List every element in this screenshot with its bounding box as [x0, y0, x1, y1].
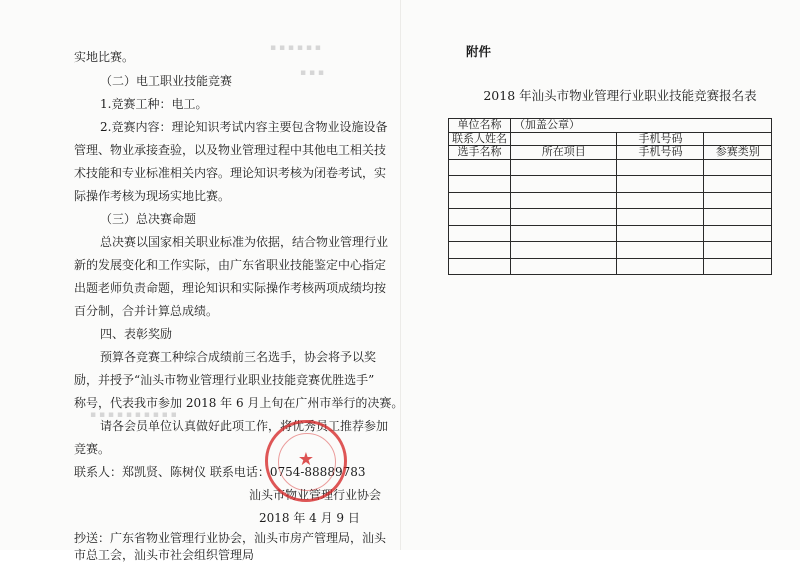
attachment-label: 附件: [466, 44, 492, 59]
section-heading: （三）总决赛命题: [100, 212, 197, 226]
body-line: 竞赛。: [74, 442, 111, 456]
table-row: [449, 192, 772, 209]
body-line: 励，并授予“汕头市物业管理行业职业技能竞赛优胜选手”: [74, 373, 375, 387]
table-cell: [511, 192, 617, 209]
table-row: [449, 209, 772, 226]
seal-star-icon: ★: [297, 449, 315, 470]
bleed-through-mark: ▪ ▪ ▪: [300, 68, 325, 78]
official-seal-stamp: [265, 420, 347, 502]
table-cell: [617, 225, 704, 242]
contact-phone-label: 手机号码: [617, 132, 704, 146]
body-line: 出题老师负责命题，理论知识和实际操作考核两项成绩均按: [74, 281, 387, 295]
table-cell: [617, 176, 704, 193]
body-line: 实地比赛。: [74, 50, 135, 64]
body-line: 称号，代表我市参加 2018 年 6 月上旬在广州市举行的决赛。: [74, 396, 404, 410]
right-page: [410, 0, 800, 550]
section-heading: （二）电工职业技能竞赛: [100, 74, 233, 88]
contact-phone-cell: [704, 132, 772, 146]
page-fold: [400, 0, 401, 550]
body-line: 管理、物业承接查验，以及物业管理过程中其他电工相关技: [74, 143, 387, 157]
unit-name-label: 单位名称: [449, 119, 511, 133]
table-cell: [449, 192, 511, 209]
bleed-through-mark: ▪ ▪ ▪ ▪ ▪ ▪: [270, 43, 321, 53]
contact-name-cell: [511, 132, 617, 146]
table-row: [449, 176, 772, 193]
table-cell: [704, 258, 772, 275]
table-cell: [617, 159, 704, 176]
contact-line: 联系人：郑凯贤、陈树仪 联系电话：0754-88889783: [74, 465, 366, 479]
section-heading: 四、表彰奖励: [100, 327, 173, 341]
phone-header: 手机号码: [617, 146, 704, 160]
table-cell: [511, 225, 617, 242]
issuer-signature: 汕头市物业管理行业协会: [249, 488, 382, 502]
table-row: [449, 242, 772, 259]
cc-line: 抄送：广东省物业管理行业协会，汕头市房产管理局，汕头: [74, 531, 387, 545]
body-line: 术技能和专业标准相关内容。理论知识考核为闭卷考试，实: [74, 166, 387, 180]
table-cell: [511, 242, 617, 259]
table-cell: [617, 192, 704, 209]
unit-name-value: （加盖公章）: [511, 119, 772, 133]
body-line: 请各会员单位认真做好此项工作，将优秀员工推荐参加: [100, 419, 389, 433]
table-cell: [617, 242, 704, 259]
contestant-name-header: 选手名称: [449, 146, 511, 160]
body-line: 1.竞赛工种：电工。: [100, 97, 208, 111]
table-cell: [449, 159, 511, 176]
table-cell: [704, 192, 772, 209]
cc-line: 市总工会，汕头市社会组织管理局: [74, 548, 255, 562]
table-cell: [704, 225, 772, 242]
body-line: 2.竞赛内容：理论知识考试内容主要包含物业设施设备: [100, 120, 388, 134]
table-cell: [617, 209, 704, 226]
table-cell: [449, 225, 511, 242]
body-line: 百分制，合并计算总成绩。: [74, 304, 219, 318]
table-cell: [704, 176, 772, 193]
table-row: [449, 225, 772, 242]
project-header: 所在项目: [511, 146, 617, 160]
table-cell: [511, 159, 617, 176]
table-cell: [449, 258, 511, 275]
table-cell: [511, 209, 617, 226]
body-line: 新的发展变化和工作实际，由广东省职业技能鉴定中心指定: [74, 258, 387, 272]
table-cell: [511, 176, 617, 193]
table-cell: [511, 258, 617, 275]
contact-name-label: 联系人姓名: [449, 132, 511, 146]
table-cell: [617, 258, 704, 275]
body-line: 际操作考核为现场实地比赛。: [74, 189, 231, 203]
table-header-row: [449, 146, 772, 160]
issue-date: 2018 年 4 月 9 日: [259, 511, 360, 525]
table-row: [449, 159, 772, 176]
table-row: [449, 132, 772, 146]
category-header: 参赛类别: [704, 146, 772, 160]
table-cell: [704, 242, 772, 259]
table-cell: [704, 159, 772, 176]
bleed-through-mark: ▪ ▪ ▪ ▪ ▪ ▪ ▪ ▪ ▪ ▪: [90, 410, 177, 420]
registration-form-table: [448, 118, 772, 275]
body-line: 总决赛以国家相关职业标准为依据，结合物业管理行业: [100, 235, 389, 249]
body-line: 预算各竞赛工种综合成绩前三名选手，协会将予以奖: [100, 350, 377, 364]
table-row: [449, 258, 772, 275]
table-cell: [449, 209, 511, 226]
table-cell: [449, 242, 511, 259]
table-cell: [449, 176, 511, 193]
table-cell: [704, 209, 772, 226]
form-title: 2018 年汕头市物业管理行业职业技能竞赛报名表: [483, 88, 757, 103]
table-row: [449, 119, 772, 133]
